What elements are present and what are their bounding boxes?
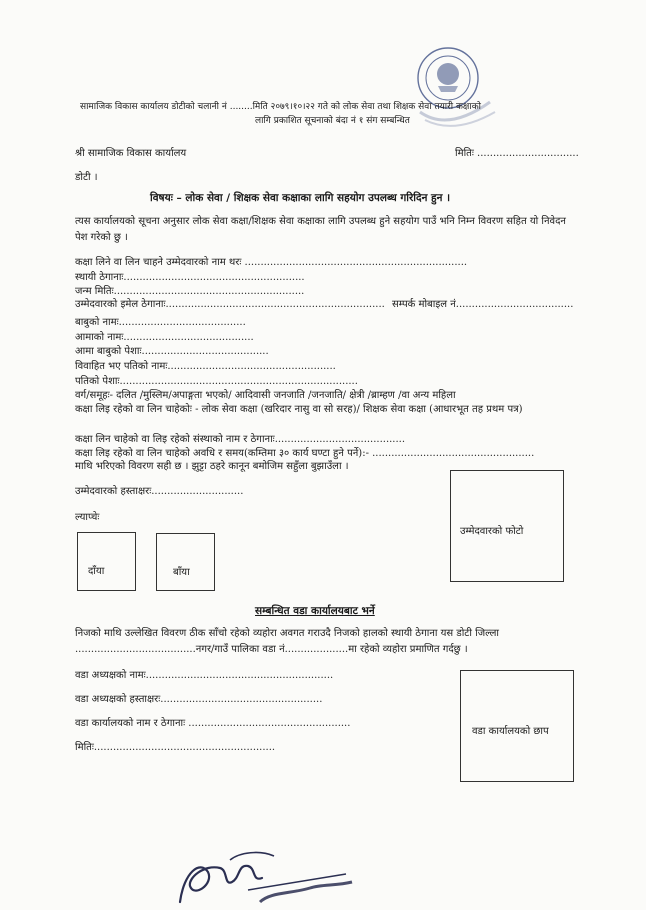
category-field[interactable]: वर्ग/समूहः- दलित /मुस्लिम/अपाङ्गता भएको/ आदिवासी जनजाति /जनजाति/ क्षेत्री /ब्राम्हण /वा अन्य महिला bbox=[75, 390, 456, 401]
office-seal bbox=[400, 40, 500, 132]
subject-line: विषयः – लोक सेवा / शिक्षक सेवा कक्षाका लागि सहयोग उपलब्ध गरिदिन हुन । bbox=[150, 192, 451, 204]
ward-section-title: सम्बन्धित वडा कार्यालयबाट भर्ने bbox=[255, 605, 375, 617]
addressee-place: डोटी । bbox=[75, 172, 98, 183]
date-field[interactable]: मितिः ................................ bbox=[455, 148, 579, 159]
handwritten-signature bbox=[170, 842, 360, 910]
right-thumb-box[interactable] bbox=[77, 532, 136, 591]
thumbprint-label: ल्याप्चेः bbox=[75, 512, 100, 523]
father-name-field[interactable]: बाबुको नामः........................................ bbox=[75, 317, 246, 328]
intro-paragraph: त्यस कार्यालयको सूचना अनुसार लोक सेवा कक्षा/शिक्षक सेवा कक्षाका लागि उपलब्ध हुने सहयोग पाउँ भनि निम्न विवरण सहित यो निवेदन पेश गरेको छु । bbox=[75, 216, 566, 243]
ward-chair-signature-field[interactable]: वडा अध्यक्षको हस्ताक्षरः................................................... bbox=[75, 694, 323, 705]
spouse-name-field[interactable]: विवाहित भए पतिको नामः..................................................... bbox=[75, 361, 336, 372]
class-type-field[interactable]: कक्षा लिइ रहेको वा लिन चाहेकोः - लोक सेवा कक्षा (खरिदार नासु वा सो सरह)/ शिक्षक सेवा कक्षा (आधारभूत तह प्रथम पत्र) bbox=[75, 404, 523, 415]
mobile-field[interactable]: सम्पर्क मोबाइल नं..................................... bbox=[392, 299, 574, 310]
candidate-name-field[interactable]: कक्षा लिने वा लिन चाहने उम्मेदवारको नाम थरः ...................................................................... bbox=[75, 257, 468, 268]
candidate-signature-field[interactable]: उम्मेदवारको हस्ताक्षरः............................. bbox=[75, 486, 244, 497]
dob-field[interactable]: जन्म मितिः............................................................ bbox=[75, 286, 305, 297]
right-thumb-label: दाँया bbox=[88, 566, 105, 577]
ward-stamp-label: वडा कार्यालयको छाप bbox=[472, 726, 549, 737]
ward-date-field[interactable]: मितिः......................................................... bbox=[75, 742, 276, 753]
ward-stamp-box[interactable] bbox=[460, 670, 574, 782]
mother-name-field[interactable]: आमाको नामः......................................... bbox=[75, 332, 254, 343]
ward-certification-text: निजको माथि उल्लेखित विवरण ठीक साँचो रहेको व्यहोरा अवगत गराउदै निजको हालको स्थायी ठेगाना यस डोटी जिल्ला ......................................नगर/गाउँ पालिका वडा नं....................मा रहेको व्यहोरा प्रमाणित गर्दछु । bbox=[75, 628, 500, 655]
permanent-address-field[interactable]: स्थायी ठेगानाः......................................................... bbox=[75, 272, 305, 283]
left-thumb-label: बाँया bbox=[173, 567, 190, 578]
institution-field[interactable]: कक्षा लिन चाहेको वा लिइ रहेको संस्थाको नाम र ठेगानाः......................................... bbox=[75, 434, 406, 445]
candidate-photo-label: उम्मेदवारको फोटो bbox=[460, 526, 524, 537]
header-line-2: लागि प्रकाशित सूचनाको बंदा नं १ संग सम्बन्धित bbox=[255, 116, 410, 126]
duration-field[interactable]: कक्षा लिइ रहेको वा लिन चाहेको अवधि र समय(कम्तिमा ३० कार्य घण्टा हुने पर्ने):- ................................................... bbox=[75, 448, 535, 459]
declaration-text: माथि भरिएको विवरण सही छ । झुट्टा ठहरे कानून बमोजिम सहुँला बुझाउँला । bbox=[75, 461, 349, 472]
husband-occupation-field[interactable]: पतिको पेशाः........................................................................... bbox=[75, 376, 358, 387]
ward-office-name-field[interactable]: वडा कार्यालयको नाम र ठेगानाः ................................................... bbox=[75, 718, 351, 729]
parents-occupation-field[interactable]: आमा बाबुको पेशाः........................................ bbox=[75, 346, 269, 357]
ward-chair-name-field[interactable]: वडा अध्यक्षको नामः........................................................... bbox=[75, 670, 334, 681]
email-field[interactable]: उम्मेदवारको इमेल ठेगानाः..................................................................... bbox=[75, 299, 385, 310]
left-thumb-box[interactable] bbox=[156, 533, 215, 591]
candidate-photo-box[interactable] bbox=[450, 470, 564, 582]
addressee-office: श्री सामाजिक विकास कार्यालय bbox=[75, 148, 187, 159]
header-line-1: सामाजिक विकास कार्यालय डोटीको चलानी नं ........मिति २०७९।१०।२२ गते को लोक सेवा तथा शिक्षक सेवा तयारी कक्षाको bbox=[80, 102, 481, 112]
